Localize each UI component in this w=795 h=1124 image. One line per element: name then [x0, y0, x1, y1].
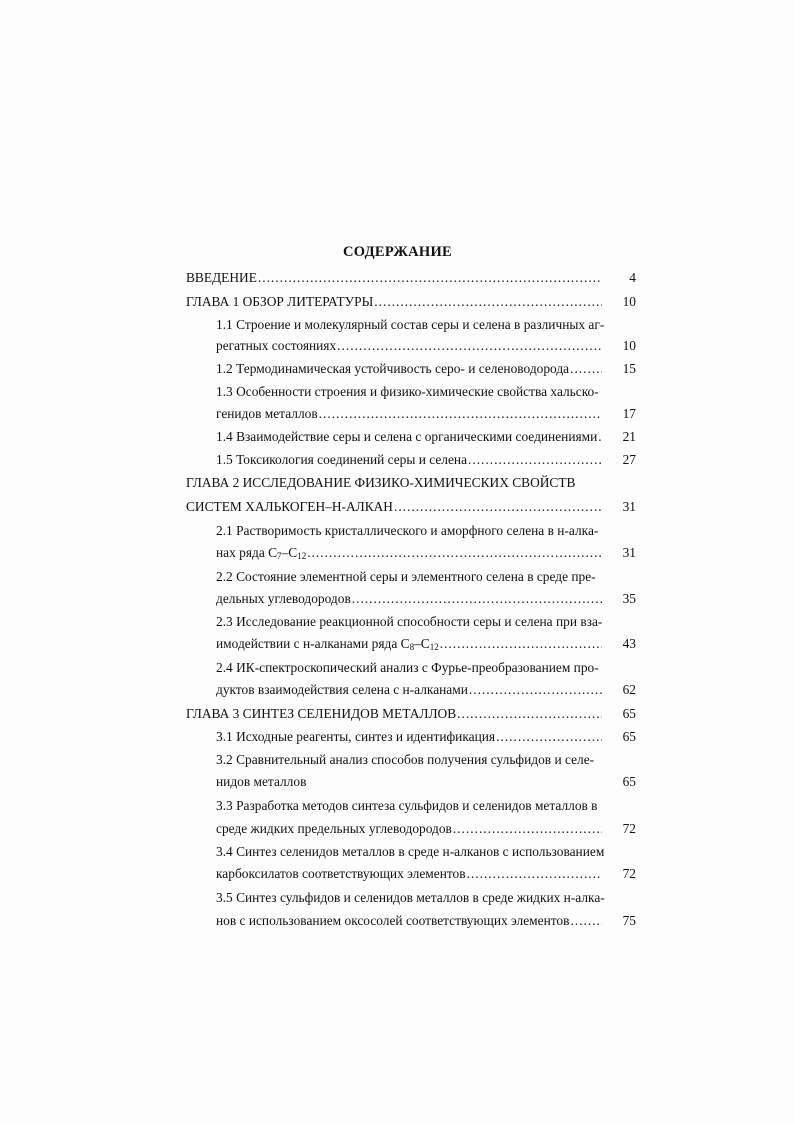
leader-dots: [307, 544, 602, 562]
toc-entry-chapter-1: [186, 293, 602, 311]
leader-dots: [570, 912, 602, 930]
toc-title: СОДЕРЖАНИЕ: [342, 244, 453, 260]
toc-entry-1-3: [216, 405, 602, 423]
toc-entry-text: карбоксилатов соответствующих элементов: [216, 866, 466, 881]
leader-dots: [352, 590, 602, 608]
toc-page-number: 21: [622, 429, 636, 444]
leader-dots: [374, 293, 602, 311]
toc-entry-text: 1.4 Взаимодействие серы и селена с органическими соединениями: [216, 429, 598, 444]
leader-dots: [453, 820, 602, 838]
leader-dots: [440, 635, 602, 653]
toc-page-number: 43: [622, 636, 636, 651]
toc-entry-text: 3.2 Сравнительный анализ способов получения сульфидов и селе-: [216, 752, 595, 767]
toc-page-number: 65: [622, 706, 636, 721]
toc-entry-text: нидов металлов: [216, 774, 307, 789]
toc-entry-1-4: [216, 428, 602, 446]
toc-entry-text: ГЛАВА 1 ОБЗОР ЛИТЕРАТУРЫ: [186, 294, 374, 309]
toc-page-number: 75: [622, 913, 636, 928]
toc-entry-text: дуктов взаимодействия селена с н-алканами: [216, 682, 468, 697]
toc-entry-chapter-2: [186, 498, 602, 516]
toc-page-number: 15: [622, 361, 636, 376]
toc-entry-2-3: [216, 635, 602, 653]
toc-entry-2-2: [216, 590, 602, 608]
toc-entry-text: 2.2 Состояние элементной серы и элементного селена в среде пре-: [216, 569, 596, 584]
toc-entry-3-4: [216, 865, 602, 883]
toc-entry-text: 1.3 Особенности строения и физико-химические свойства хальско-: [216, 384, 599, 399]
leader-dots: [319, 405, 602, 423]
toc-entry-2-4: [216, 681, 602, 699]
leader-dots: [258, 269, 602, 287]
toc-page-number: 35: [622, 591, 636, 606]
leader-dots: [337, 337, 602, 355]
toc-entry-text: генидов металлов: [216, 406, 318, 421]
toc-page-number: 10: [622, 338, 636, 353]
toc-page-number: 62: [622, 682, 636, 697]
toc-entry-3-1: [216, 728, 602, 746]
toc-entry-text: среде жидких предельных углеводородов: [216, 821, 452, 836]
toc-page-number: 72: [622, 866, 636, 881]
toc-entry-1-2: [216, 360, 602, 378]
toc-page-number: 4: [629, 270, 636, 285]
toc-entry-text: имодействии с н-алканами ряда $С_8-С_{12}$: [216, 636, 439, 652]
toc-entry-3-3: [216, 820, 602, 838]
toc-entry-text: дельных углеводородов: [216, 591, 351, 606]
leader-dots: [394, 498, 602, 516]
leader-dots: [570, 360, 602, 378]
toc-entry-text: 2.4 ИК-спектроскопический анализ с Фурье-преобразованием про-: [216, 660, 599, 675]
leader-dots: [467, 865, 602, 883]
toc-entry-text: ГЛАВА 3 СИНТЕЗ СЕЛЕНИДОВ МЕТАЛЛОВ: [186, 706, 457, 721]
toc-page-number: 65: [622, 774, 636, 789]
toc-entry-text: нах ряда $С_7-С_{12}$: [216, 545, 307, 561]
toc-page-number: 72: [622, 821, 636, 836]
toc-entry-text: СИСТЕМ ХАЛЬКОГЕН–Н-АЛКАН: [186, 499, 393, 514]
toc-entry-2-1: [216, 544, 602, 562]
toc-entry-text: 1.2 Термодинамическая устойчивость серо- и селеноводорода: [216, 361, 570, 376]
toc-entry-intro: [186, 269, 602, 287]
toc-entry-3-5: [216, 912, 602, 930]
toc-entry-text: нов с использованием оксосолей соответствующих элементов: [216, 913, 570, 928]
leader-dots: [469, 681, 602, 699]
toc-page-number: 10: [622, 294, 636, 309]
toc-entry-text: 1.5 Токсикология соединений серы и селена: [216, 452, 468, 467]
toc-entry-chapter-3: [186, 705, 602, 723]
toc-entry-text: регатных состояниях: [216, 338, 337, 353]
leader-dots: [496, 728, 602, 746]
toc-page-number: 17: [622, 406, 636, 421]
toc-page-number: 65: [622, 729, 636, 744]
toc-page-number: 31: [622, 545, 636, 560]
toc-entry-text: 1.1 Строение и молекулярный состав серы и селена в различных аг-: [216, 317, 605, 332]
toc-entry-text: 3.1 Исходные реагенты, синтез и идентификация: [216, 729, 496, 744]
toc-entry-1-5: [216, 451, 602, 469]
toc-page-number: 27: [622, 452, 636, 467]
toc-entry-text: 3.3 Разработка методов синтеза сульфидов и селенидов металлов в: [216, 798, 598, 813]
toc-entry-text: ВВЕДЕНИЕ: [186, 270, 257, 285]
leader-dots: [468, 451, 602, 469]
toc-entry-text: 2.1 Растворимость кристаллического и аморфного селена в н-алка-: [216, 523, 599, 538]
toc-entry-text: 3.4 Синтез селенидов металлов в среде н-алканов с использованием: [216, 844, 605, 859]
toc-page-number: 31: [622, 499, 636, 514]
toc-entry-text: 3.5 Синтез сульфидов и селенидов металлов в среде жидких н-алка-: [216, 890, 605, 905]
toc-entry-text: 2.3 Исследование реакционной способности серы и селена при вза-: [216, 614, 603, 629]
toc-entry-3-2: [216, 773, 602, 791]
leader-dots: [598, 428, 602, 446]
leader-dots: [457, 705, 602, 723]
toc-entry-1-1: [216, 337, 602, 355]
toc-entry-text: ГЛАВА 2 ИССЛЕДОВАНИЕ ФИЗИКО-ХИМИЧЕСКИХ СВОЙСТВ: [186, 475, 576, 490]
